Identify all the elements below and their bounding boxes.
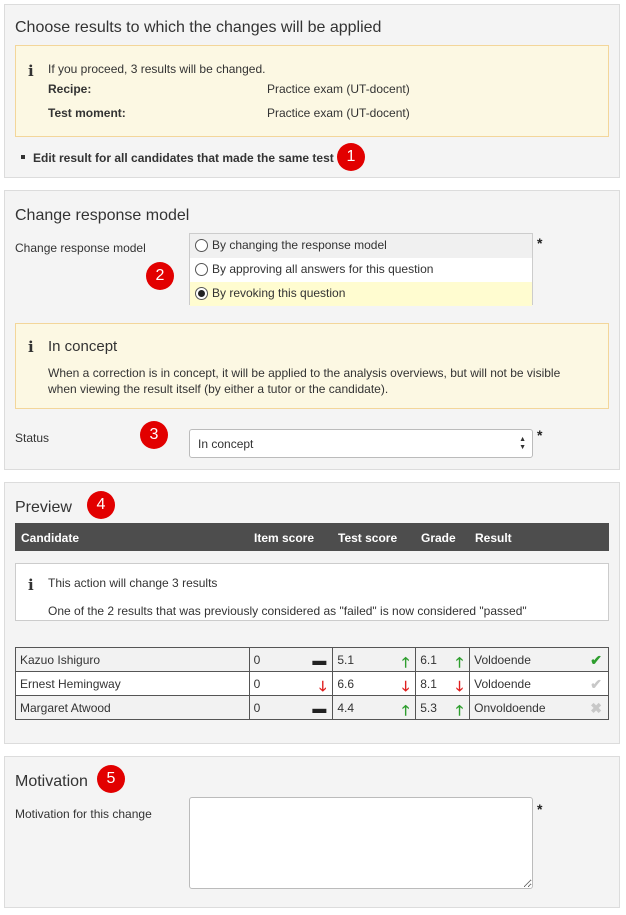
preview-panel: [4, 482, 620, 744]
status-select[interactable]: [189, 429, 533, 458]
required-marker: *: [537, 427, 543, 443]
grade-cell: 8.1 🡓: [416, 672, 470, 696]
preview-info-line-1: This action will change 3 results: [48, 576, 218, 590]
same-icon: ▬: [312, 700, 327, 716]
option-label: By revoking this question: [212, 286, 346, 300]
preview-title: Preview: [15, 499, 72, 516]
test-score-cell: 6.6 🡓: [333, 672, 416, 696]
result-cell: Onvoldoende ✖: [470, 696, 609, 720]
test-moment-value: Practice exam (UT-docent): [267, 106, 410, 120]
col-test-score: Test score: [338, 531, 398, 545]
same-icon: ▬: [312, 652, 327, 668]
proceed-alert: [15, 45, 609, 137]
radio-icon[interactable]: [195, 287, 208, 300]
callout-badge-3: 3: [140, 421, 168, 449]
motivation-label: Motivation for this change: [15, 807, 152, 821]
item-score-cell: 0 ▬: [249, 648, 333, 672]
table-row: [16, 672, 609, 696]
option-change-response-model[interactable]: [190, 234, 532, 258]
preview-info-line-2: One of the 2 results that was previously considered as "failed" is now considered "passed": [48, 604, 527, 618]
recipe-label: Recipe:: [48, 82, 92, 96]
preview-info-box: [15, 563, 609, 621]
result-cell: Voldoende ✔: [470, 672, 609, 696]
arrow-up-icon: 🡑: [455, 702, 464, 718]
required-marker: *: [537, 235, 543, 251]
radio-icon[interactable]: [195, 263, 208, 276]
item-score-cell: 0 ▬: [249, 696, 333, 720]
motivation-textarea[interactable]: [189, 797, 533, 889]
test-score-cell: 4.4 🡑: [333, 696, 416, 720]
response-model-panel: [4, 190, 620, 470]
candidate-name: Ernest Hemingway: [16, 672, 250, 696]
arrow-up-icon: 🡑: [401, 702, 410, 718]
preview-table-header: [15, 523, 609, 551]
arrow-down-icon: 🡓: [455, 678, 464, 694]
arrow-down-icon: 🡓: [319, 678, 327, 694]
option-label: By approving all answers for this question: [212, 262, 434, 276]
radio-icon[interactable]: [195, 239, 208, 252]
col-grade: Grade: [421, 531, 456, 545]
grade-cell: 6.1 🡑: [416, 648, 470, 672]
cross-icon: ✖: [590, 700, 602, 716]
callout-badge-1: 1: [337, 143, 365, 171]
recipe-value: Practice exam (UT-docent): [267, 82, 410, 96]
response-model-label: Change response model: [15, 241, 146, 255]
apply-results-title: Choose results to which the changes will be applied: [15, 19, 382, 36]
col-result: Result: [475, 531, 512, 545]
candidate-name: Kazuo Ishiguro: [16, 648, 250, 672]
col-item-score: Item score: [254, 531, 315, 545]
arrow-down-icon: 🡓: [401, 678, 410, 694]
response-model-radio-group: [189, 233, 533, 305]
response-model-title: Change response model: [15, 207, 190, 224]
apply-results-panel: [4, 4, 620, 178]
option-label: By changing the response model: [212, 238, 387, 252]
info-icon: i: [28, 62, 34, 80]
proceed-message: If you proceed, 3 results will be changed.: [48, 62, 266, 76]
arrow-up-icon: 🡑: [455, 654, 464, 670]
info-icon: i: [28, 338, 34, 356]
option-approve-all-answers[interactable]: [190, 258, 532, 282]
grade-cell: 5.3 🡑: [416, 696, 470, 720]
callout-badge-5: 5: [97, 765, 125, 793]
item-score-cell: 0 🡓: [249, 672, 333, 696]
info-icon: i: [28, 576, 34, 594]
callout-badge-4: 4: [87, 491, 115, 519]
apply-option-link[interactable]: Edit result for all candidates that made the same test: [33, 151, 334, 165]
bullet-icon: [21, 155, 25, 159]
select-down-icon: ▼: [519, 444, 526, 451]
col-candidate: Candidate: [21, 531, 80, 545]
required-marker: *: [537, 801, 543, 817]
test-score-cell: 5.1 🡑: [333, 648, 416, 672]
motivation-title: Motivation: [15, 773, 88, 790]
check-icon: ✔: [590, 652, 602, 668]
status-label: Status: [15, 431, 50, 445]
result-cell: Voldoende ✔: [470, 648, 609, 672]
in-concept-line-2: when viewing the result itself (by either a tutor or the candidate).: [48, 382, 389, 396]
candidate-name: Margaret Atwood: [16, 696, 250, 720]
in-concept-title: In concept: [48, 338, 118, 355]
test-moment-label: Test moment:: [48, 106, 126, 120]
table-row: [16, 696, 609, 720]
motivation-panel: [4, 756, 620, 908]
select-up-icon: ▲: [519, 436, 526, 443]
check-icon: ✔: [590, 676, 602, 692]
results-table: [15, 647, 609, 720]
arrow-up-icon: 🡑: [401, 654, 410, 670]
callout-badge-2: 2: [146, 262, 174, 290]
table-row: [16, 648, 609, 672]
status-select-value: In concept: [198, 437, 254, 451]
in-concept-line-1: When a correction is in concept, it will be applied to the analysis overviews, but will not be visible: [48, 366, 561, 380]
in-concept-alert: [15, 323, 609, 409]
option-revoke-question[interactable]: [190, 282, 532, 306]
